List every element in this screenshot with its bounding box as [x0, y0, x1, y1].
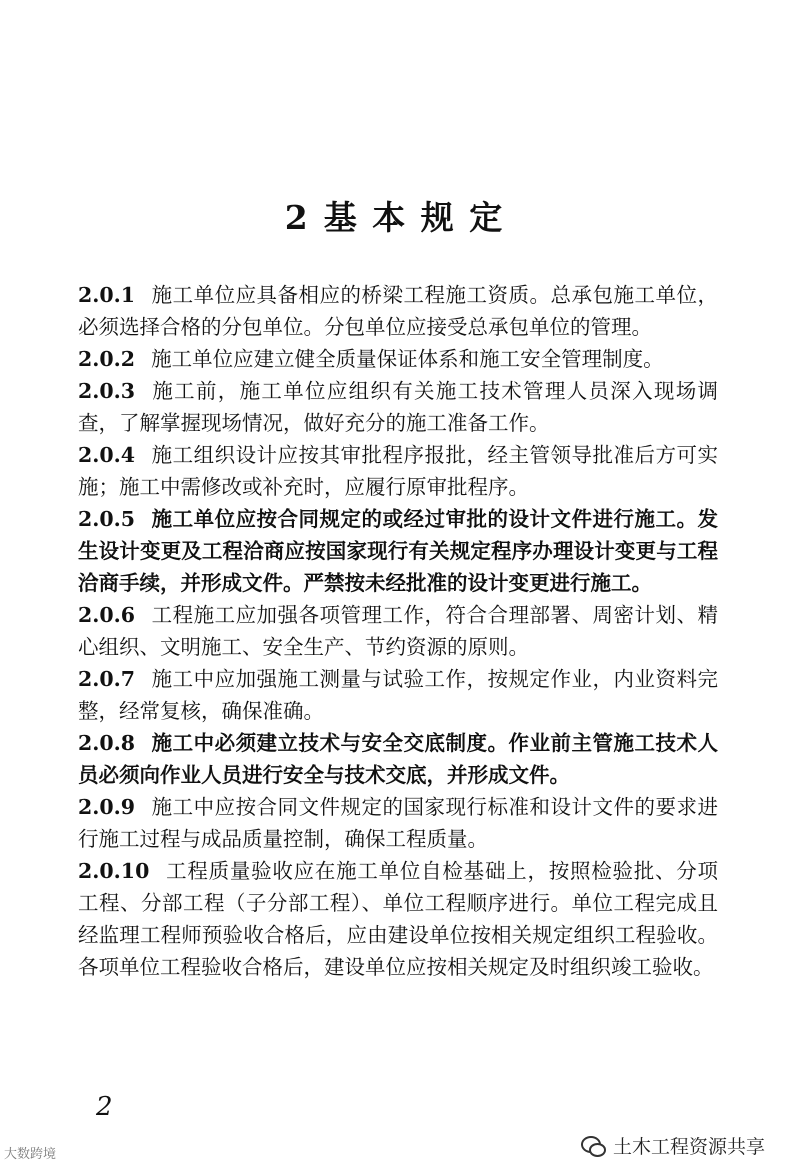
- clause-2-0-8: [78, 727, 718, 791]
- wechat-icon: [581, 1136, 605, 1156]
- chapter-title: [0, 192, 789, 239]
- clause-2-0-1: [78, 279, 718, 343]
- clause-2-0-9: [78, 791, 718, 855]
- clause-text: 工程施工应加强各项管理工作，符合合理部署、周密计划、精心组织、文明施工、安全生产、节约资源的原则。: [78, 603, 718, 659]
- clause-number: 2.0.2: [78, 347, 136, 371]
- clause-text: 施工组织设计应按其审批程序报批，经主管领导批准后方可实施；施工中需修改或补充时，应履行原审批程序。: [78, 443, 718, 499]
- watermark-right-text: 土木工程资源共享: [612, 1136, 765, 1158]
- clause-number: 2.0.6: [78, 603, 136, 627]
- clause-text: 施工中应按合同文件规定的国家现行标准和设计文件的要求进行施工过程与成品质量控制，确保工程质量。: [78, 795, 718, 851]
- clause-text: 施工中必须建立技术与安全交底制度。作业前主管施工技术人员必须向作业人员进行安全与技术交底，并形成文件。: [78, 731, 718, 787]
- clause-list: [78, 279, 718, 983]
- clause-number: 2.0.1: [78, 283, 136, 307]
- page-number: 2: [96, 1092, 113, 1122]
- clause-text: 施工单位应建立健全质量保证体系和施工安全管理制度。: [151, 347, 664, 371]
- clause-number: 2.0.3: [78, 379, 136, 403]
- clause-text: 施工前，施工单位应组织有关施工技术管理人员深入现场调查，了解掌握现场情况，做好充分的施工准备工作。: [78, 379, 718, 435]
- clause-2-0-4: [78, 439, 718, 503]
- clause-number: 2.0.4: [78, 443, 136, 467]
- clause-number: 2.0.7: [78, 667, 136, 691]
- clause-2-0-6: [78, 599, 718, 663]
- clause-number: 2.0.8: [78, 731, 136, 755]
- clause-2-0-2: [78, 343, 718, 375]
- clause-number: 2.0.10: [78, 859, 150, 883]
- clause-number: 2.0.5: [78, 507, 136, 531]
- chapter-heading: 基 本 规 定: [323, 198, 505, 237]
- clause-2-0-7: [78, 663, 718, 727]
- watermark-right: [581, 1132, 765, 1159]
- clause-number: 2.0.9: [78, 795, 136, 819]
- clause-text: 施工单位应按合同规定的或经过审批的设计文件进行施工。发生设计变更及工程洽商应按国家现行有关规定程序办理设计变更与工程洽商手续，并形成文件。严禁按未经批准的设计变更进行施工。: [78, 507, 718, 595]
- chapter-number: 2: [284, 198, 310, 237]
- clause-text: 施工单位应具备相应的桥梁工程施工资质。总承包施工单位，必须选择合格的分包单位。分包单位应接受总承包单位的管理。: [78, 283, 718, 339]
- clause-text: 工程质量验收应在施工单位自检基础上，按照检验批、分项工程、分部工程（子分部工程）、单位工程顺序进行。单位工程完成且经监理工程师预验收合格后，应由建设单位按相关规定组织工程验收。各项单位工程验收合格后，建设单位应按相关规定及时组织竣工验收。: [78, 859, 718, 979]
- watermark-left: [4, 1143, 56, 1162]
- clause-text: 施工中应加强施工测量与试验工作，按规定作业，内业资料完整，经常复核，确保准确。: [78, 667, 718, 723]
- clause-2-0-10: [78, 855, 718, 983]
- clause-2-0-5: [78, 503, 718, 599]
- watermark-left-text: 大数跨境: [4, 1147, 57, 1162]
- clause-2-0-3: [78, 375, 718, 439]
